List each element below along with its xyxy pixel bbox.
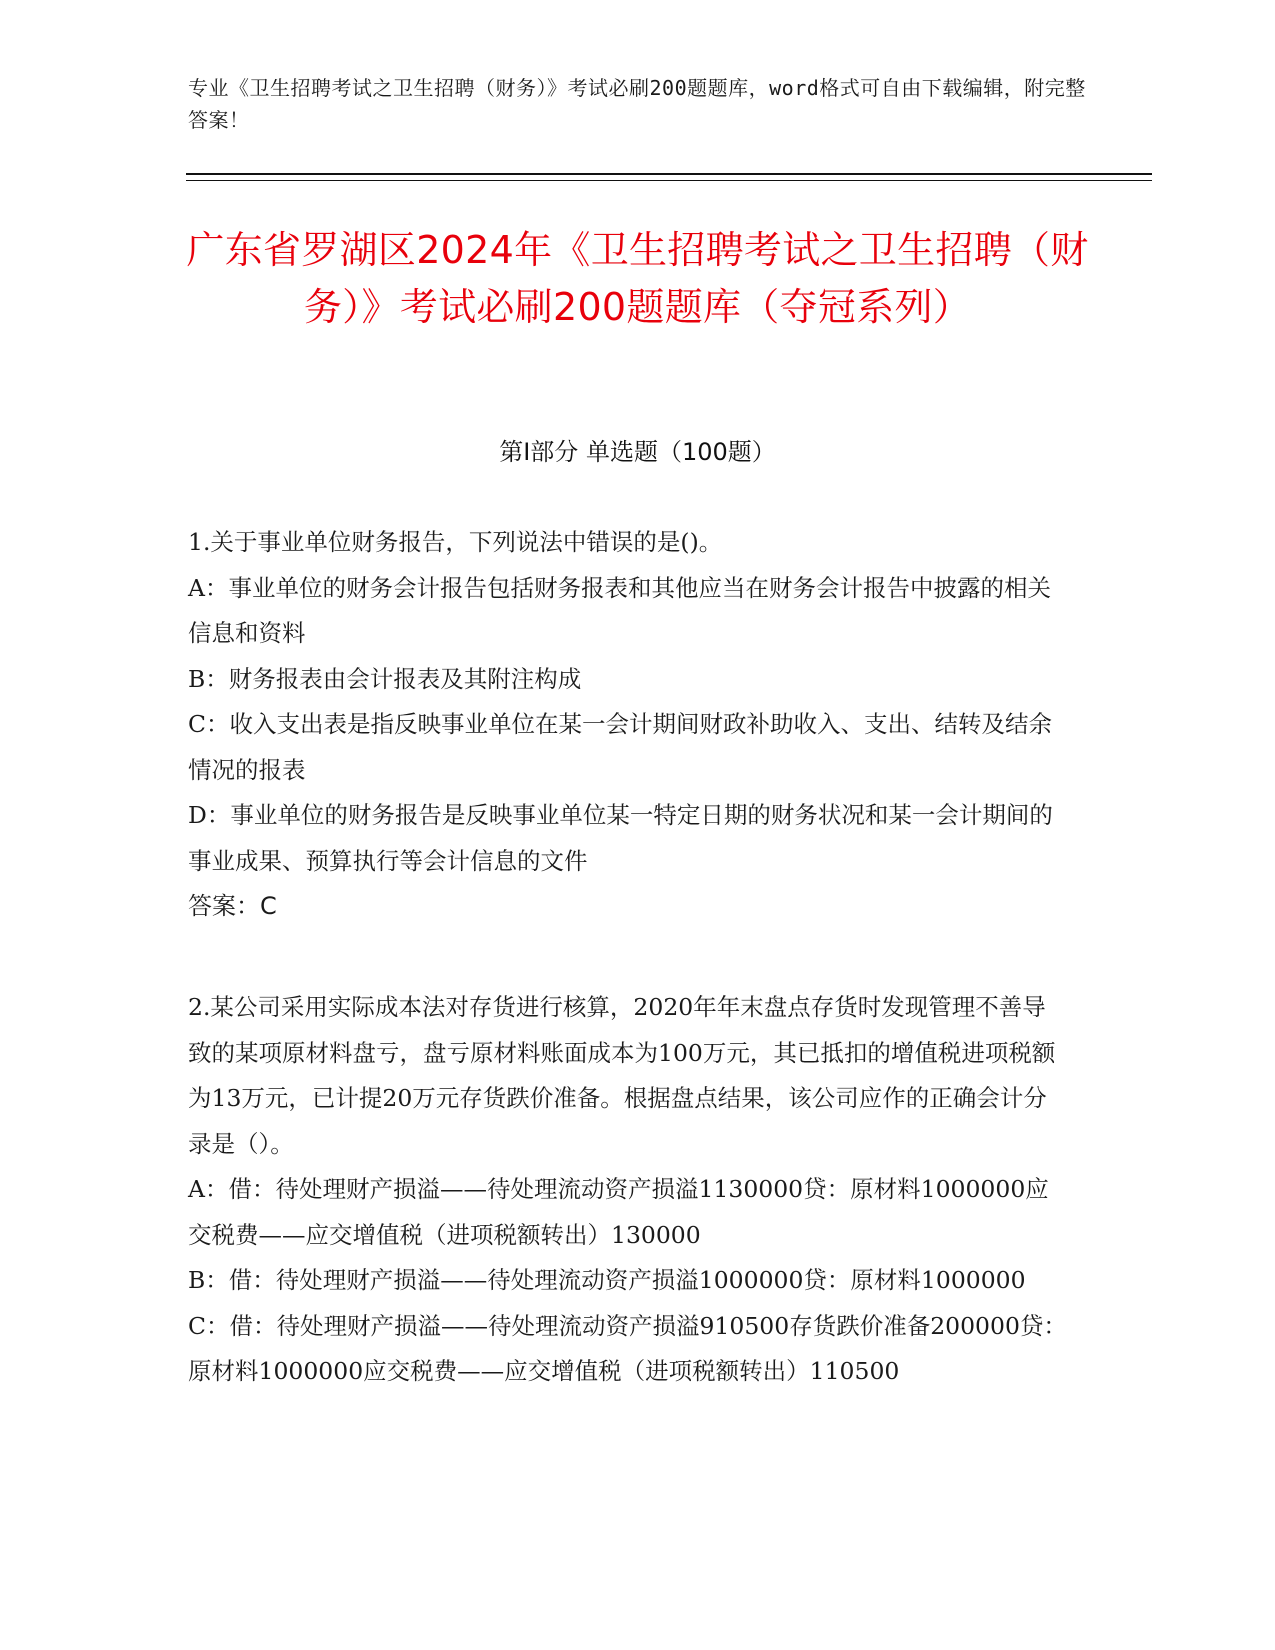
question-1 (188, 520, 1068, 930)
option-d: D：事业单位的财务报告是反映事业单位某一特定日期的财务状况和某一会计期间的事业成果、预算执行等会计信息的文件 (188, 801, 1053, 875)
section-heading: 第Ⅰ部分 单选题（100题） (499, 438, 776, 466)
answer: 答案：C (188, 892, 277, 920)
option-a: A：事业单位的财务会计报告包括财务报表和其他应当在财务会计报告中披露的相关信息和资料 (188, 573, 1051, 647)
question-stem: 2.某公司采用实际成本法对存货进行核算，2020年年末盘点存货时发现管理不善导致的某项原材料盘亏，盘亏原材料账面成本为100万元，其已抵扣的增值税进项税额为13万元，已计提20万元存货跌价准备。根据盘点结果，该公司应作的正确会计分录是（）。 (188, 993, 1056, 1158)
question-2 (188, 985, 1068, 1395)
option-c: C：收入支出表是指反映事业单位在某一会计期间财政补助收入、支出、结转及结余情况的报表 (188, 710, 1052, 784)
question-stem: 1.关于事业单位财务报告，下列说法中错误的是()。 (188, 528, 723, 556)
option-c: C：借：待处理财产损溢——待处理流动资产损溢910500存货跌价准备200000贷：原材料1000000应交税费——应交增值税（进项税额转出）110500 (188, 1311, 1067, 1385)
option-b: B：财务报表由会计报表及其附注构成 (188, 664, 582, 693)
header-rule-thin (186, 180, 1152, 181)
header-rule-thick (186, 173, 1152, 175)
header-note: 专业《卫生招聘考试之卫生招聘（财务）》考试必刷200题题库，word格式可自由下载编辑，附完整答案！ (188, 76, 1086, 132)
document-title: 广东省罗湖区2024年《卫生招聘考试之卫生招聘（财务）》考试必刷200题题库（夺冠系列） (186, 228, 1089, 329)
option-a: A：借：待处理财产损溢——待处理流动资产损溢1130000贷：原材料1000000应交税费——应交增值税（进项税额转出）130000 (188, 1175, 1049, 1249)
option-b: B：借：待处理财产损溢——待处理流动资产损溢1000000贷：原材料1000000 (188, 1266, 1026, 1294)
